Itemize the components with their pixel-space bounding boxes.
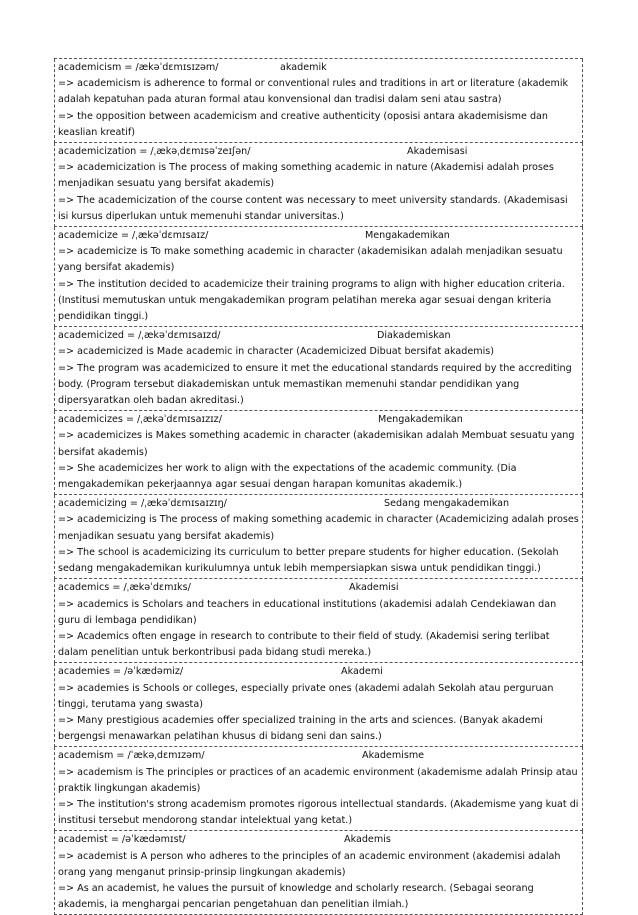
definition: => academicization is The process of making something academic in nature (Akademisi adalah proses menjadikan sesuatu yang bersifat akademis) <box>58 162 554 190</box>
entry-head <box>58 228 580 244</box>
headword-pronunciation: academist = /əˈkædəmɪst/ <box>58 834 186 846</box>
entry-academicization <box>54 143 583 227</box>
translation: Mengakademikan <box>365 230 450 242</box>
entry-academicized <box>54 327 583 411</box>
example: => Many prestigious academies offer specialized training in the arts and sciences. (Banyak akademi bergengsi menawarkan pelatihan khusus di bidang seni dan sains.) <box>58 714 543 743</box>
definition: => academics is Scholars and teachers in educational institutions (akademisi adalah Cendekiawan dan guru di lembaga pendidikan) <box>58 598 557 626</box>
translation: Sedang mengakademikan <box>384 498 510 510</box>
example: => As an academist, he values the pursuit of knowledge and scholarly research. (Sebagai seorang akademis, ia menghargai pencarian pengetahuan dan penelitian ilmiah.) <box>58 882 534 911</box>
example: => the opposition between academicism and creative authenticity (oposisi antara akademisisme dan keaslian kreatif) <box>58 110 548 138</box>
headword-pronunciation: academism = /ˈækəˌdɛmɪzəm/ <box>58 750 205 762</box>
entry-academist <box>54 831 583 915</box>
entry-academies <box>54 663 583 747</box>
entry-academicism <box>54 59 583 143</box>
entry-head <box>58 664 580 680</box>
translation: Akademisi <box>349 582 399 594</box>
headword-pronunciation: academics = /ˌækəˈdɛmɪks/ <box>58 582 191 594</box>
entry-academicize <box>54 227 583 327</box>
definition: => academies is Schools or colleges, especially private ones (akademi adalah Sekolah atau perguruan tinggi, terutama yang swasta) <box>58 682 554 710</box>
example: => The school is academicizing its curriculum to better prepare students for higher education. (Sekolah sedang mengakademikan kurikulumnya untuk lebih mempersiapkan siswa untuk pendidikan tinggi.) <box>58 546 559 575</box>
translation: Akademis <box>344 834 391 846</box>
dictionary-document <box>54 58 583 915</box>
definition: => academicize is To make something academic in character (akademisikan adalah menjadikan sesuatu yang bersifat akademis) <box>58 246 563 274</box>
definition: => academicism is adherence to formal or conventional rules and traditions in art or literature (akademik adalah kepatuhan pada aturan formal atau konvensional dan tradisi dalam seni atau sastra) <box>58 78 569 106</box>
translation: Akademi <box>341 666 383 678</box>
headword-pronunciation: academicizes = /ˌækəˈdɛmɪsaɪzɪz/ <box>58 414 222 426</box>
headword-pronunciation: academicized = /ˌækəˈdɛmɪsaɪzd/ <box>58 330 221 342</box>
headword-pronunciation: academicize = /ˌækəˈdɛmɪsaɪz/ <box>58 230 209 242</box>
example: => The academicization of the course content was necessary to meet university standards. (Akademisasi isi kursus diperlukan untuk memenuhi standar universitas.) <box>58 194 568 222</box>
headword-pronunciation: academicizing = /ˌækəˈdɛmɪsaɪzɪŋ/ <box>58 498 227 510</box>
headword-pronunciation: academies = /əˈkædəmiz/ <box>58 666 184 678</box>
entry-head <box>58 580 580 596</box>
translation: Diakademiskan <box>377 330 451 342</box>
example: => Academics often engage in research to contribute to their field of study. (Akademisi sering terlibat dalam penelitian untuk berkontribusi pada bidang studi mereka.) <box>58 630 550 659</box>
example: => The institution's strong academism promotes rigorous intellectual standards. (Akademisme yang kuat di institusi tersebut mendorong standar intelektual yang ketat.) <box>58 798 579 827</box>
definition: => academism is The principles or practices of an academic environment (akademisme adalah Prinsip atau praktik lingkungan akademis) <box>58 766 578 794</box>
translation: Mengakademikan <box>378 414 463 426</box>
translation: Akademisasi <box>407 146 468 158</box>
example: => She academicizes her work to align with the expectations of the academic community. (Dia mengakademikan pekerjaannya agar sesuai dengan harapan komunitas akademik.) <box>58 462 517 491</box>
definition: => academicizing is The process of making something academic in character (Academicizing adalah proses menjadikan sesuatu yang bersifat akademis) <box>58 514 579 542</box>
entry-academism <box>54 747 583 831</box>
translation: Akademisme <box>362 750 425 762</box>
example: => The institution decided to academicize their training programs to align with higher education criteria. (Institusi memutuskan untuk mengakademikan program pelatihan mereka agar sesuai dengan kriteria pendidikan tinggi.) <box>58 278 565 323</box>
entry-head <box>58 832 580 848</box>
entry-academicizes <box>54 411 583 495</box>
headword-pronunciation: academicization = /ˌækəˌdɛmɪsəˈzeɪʃən/ <box>58 146 251 158</box>
definition: => academicized is Made academic in character (Academicized Dibuat bersifat akademis) <box>58 346 495 358</box>
translation: akademik <box>280 62 327 73</box>
entry-head <box>58 748 580 764</box>
example: => The program was academicized to ensure it met the educational standards required by the accrediting body. (Program tersebut diakademiskan untuk memastikan memenuhi standar pendidikan yang dipersyaratkan oleh badan akreditasi.) <box>58 362 572 407</box>
entry-head <box>58 144 580 160</box>
entry-head <box>58 496 580 512</box>
entry-head <box>58 328 580 344</box>
definition: => academist is A person who adheres to the principles of an academic environment (akademisi adalah orang yang menganut prinsip-prinsip lingkungan akademis) <box>58 850 561 878</box>
entry-academics <box>54 579 583 663</box>
entry-head <box>58 60 580 76</box>
definition: => academicizes is Makes something academic in character (akademisikan adalah Membuat sesuatu yang bersifat akademis) <box>58 430 575 458</box>
headword-pronunciation: academicism = /ækəˈdɛmɪsɪzəm/ <box>58 62 219 73</box>
entry-head <box>58 412 580 428</box>
entry-academicizing <box>54 495 583 579</box>
